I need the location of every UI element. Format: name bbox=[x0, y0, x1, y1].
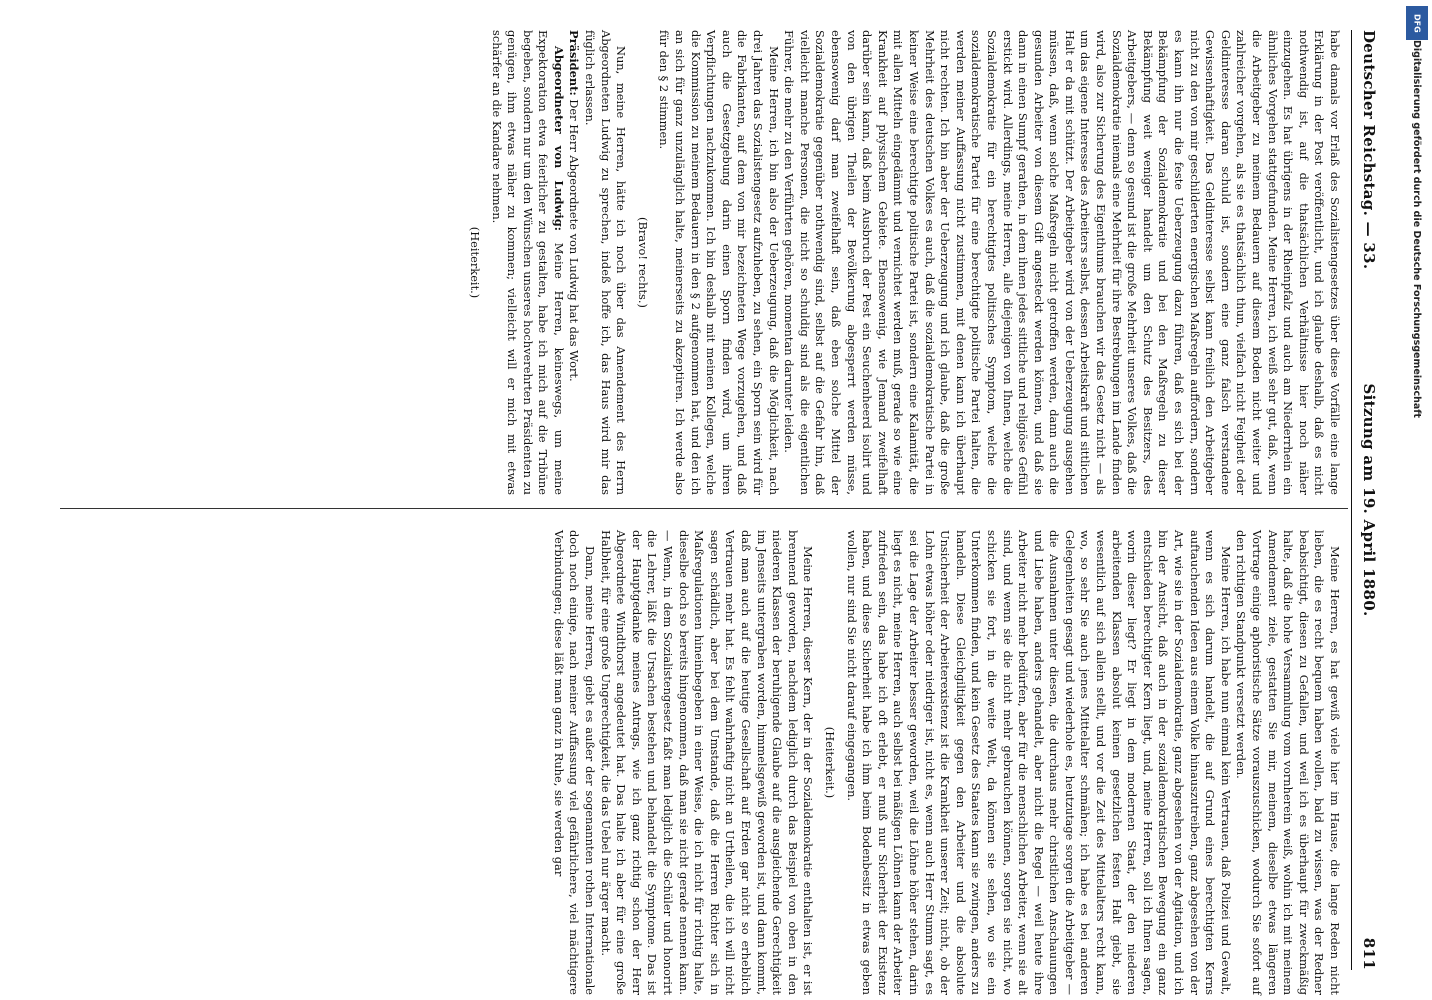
paragraph: Meine Herren, ich habe nun einmal kein Vertrauen, daß Polizei und Gewalt, wenn es sich darum handelt, die auf Grund eines berechtigten Kerns auftauchenden Ideen aus einem Volke hinauszutreiben, ganz abgesehen von der Art, wie sie in der Sozialdemokratie, ganz abgesehen von der Agitation, und ich bin der Ansicht, daß auch in der sozialdemokratischen Bewegung ein ganz entschieden berechtigter Kern liegt, und, meine Herren, soll ich Ihnen sagen, worin dieser liegt? Er liegt in dem modernen Staat, der den niederen arbeitenden Klassen absolut keinen gesetzlichen festen Halt giebt, sie wesentlich auf sich allein stellt, und vor die Zeit des Mittelalters recht kann, wo, so sehr Sie auch jenes Mittelalter schmähen; ich habe es bei anderen Gelegenheiten gesagt und wiederhole es, heutzutage sorgen die Arbeitgeber — die Ausnahmen unter diesen, die durchaus mehr christlichen Anschauungen und Liebe haben, anders gehandelt, aber nicht die Regel — weil heute ihre Arbeiter nicht mehr bedürfen, aber für die menschlichen Arbeiter, wenn sie alt sind, und wenn sie die nicht mehr gebrauchen können, sorgen sie nicht, wo schicken sie fort, in die weite Welt, da können sie sehen, wo sie ein Unterkommen finden, und kein Gesetz des Staates kann sie zwingen, anders zu handeln. Diese Gleichgiltigkeit gegen den Arbeiter und die absolute Unsicherheit der Arbeiterexistenz ist die Krankheit unserer Zeit; nicht, ob der Lohn etwas höher oder niedriger ist, nicht es, wenn auch Herr Stumm sagt, es sei die Lage der Arbeiter besser geworden, weil die Löhne höher stehen, darin liegt es nicht, meine Herren, auch selbst bei mäßigen Löhnen kann der Arbeiter zufrieden sein, das habe ich oft erlebt, er muß nur Sicherheit der Existenz haben, und diese Sicherheit habe ich ihm beim Bodenbesitz in etwas geben wollen, nur sind Sie nicht darauf eingegangen. bbox=[844, 530, 1233, 995]
column-separator bbox=[60, 508, 1348, 509]
page-number: 811 bbox=[1360, 937, 1378, 970]
running-head bbox=[1356, 30, 1378, 970]
paragraph: Dann, meine Herren, giebt es außer der sogenannten rothen Internationale doch noch einige, nach meiner Auffassung viel gefährlichere, viel mächtigere Verbindungen; diese läßt man ganz in Ruhe, sie werden gar bbox=[551, 530, 598, 995]
interjection: (Heiterkeit.) bbox=[467, 226, 482, 299]
paragraph: Meine Herren, dieser Kern, der in der Sozialdemokratie enthalten ist, er ist brennend geworden, nachdem lediglich durch das Beispiel von oben in den niederen Klassen der beruhigende Glaube auf die ausgleichende Gerechtigkeit im Jenseits untergraben worden, himmelsgewiß geworden ist, und dann kommt, daß man auch auf die heutige Gesellschaft auf Erden gar nicht so erheblich Vertrauen mehr hat. Es fehlt wahrhaftig nicht an Urtheilen, die ich will nicht sagen schädlich, aber bei dem Umstande, daß die Herren Richter sich in Maßregulationen hineinbegeben in einer Weise, die ich nicht für richtig halte, dieselbe doch so bereits hingenommen, daß man sie nicht gerade nennen kann. — Wenn, in dem Sozialistengesetz faßt man lediglich die Schüler und honorirt die Lehrer, läßt die Ursachen bestehen und behandelt die Symptome. Das ist der Hauptgedanke meines Antrags, wie ich ganz richtig schon der Herr Abgeordnete Windthorst angedeutet hat. Das halte ich aber für eine große Halbheit, für eine große Ungerechtigkeit, die das Uebel nur ärger macht. bbox=[598, 530, 816, 995]
speaker-label: Abgeordneter von Ludwig: bbox=[551, 46, 566, 231]
paragraph: Meine Herren, es hat gewiß viele hier im Hause, die lange Reden nicht lieben, die es recht bequem haben wollen, bald zu wissen, was der Redner beabsichtigt, diesen zu Gefallen, und weil ich es überhaupt für zweckmäßig halte, daß die hohe Versammlung vom vornherein weiß, wohin ich mit meinem Amendement ziele, gestatten Sie mir, meinem, dieselbe etwas längeren Vortrage einige aphoristische Sätze vorauszuschicken, wodurch Sie sofort auf den richtigen Standpunkt versetzt werden. bbox=[1234, 530, 1342, 995]
dfg-logo: DFG bbox=[1406, 6, 1428, 40]
paragraph: Meine Herren, ich bin also der Ueberzeugung, daß die Möglichkeit, nach drei Jahren das Sozialistengesetz aufzuheben, zu sehen, ein Sporn sein wird für die Fabrikanten, auf dem von mir bezeichneten Wege vorzugehen, und daß auch die Gesetzgebung darin einen Sporn finden wird, um ihren Verpflichtungen nachzukommen. Ich bin deshalb mit meinen Kollegen, welche die Kommission zu meinem Bedauern in den § 2 aufgenommen hat, und den ich an sich für ganz unzulänglich halte, meinerseits zu akzeptiren. Ich werde also für den § 2 stimmen. bbox=[657, 30, 781, 495]
credit-text: Digitalisierung gefördert durch die Deutsche Forschungsgemeinschaft bbox=[1411, 40, 1422, 418]
paragraph: Nun, meine Herren, hätte ich noch über das Amendement des Herrn Abgeordneten Ludwig zu sprechen, indeß hoffe ich, das Haus wird mir das füglich erlassen. bbox=[583, 30, 629, 495]
speaker-text: Der Herr Abgeordnete von Ludwig hat das Wort. bbox=[567, 99, 582, 382]
header-rule bbox=[1351, 30, 1352, 970]
interjection: (Heiterkeit.) bbox=[823, 726, 837, 799]
header-center: Sitzung am 19. April 1880. bbox=[1360, 383, 1378, 617]
paragraph: habe damals vor Erlaß des Sozialistengesetzes über diese Vorfälle eine lange Erklärung in der Post veröffentlicht, und ich glaube deshalb, daß es nicht nothwendig ist, auf die thatsächlichen Verhältnisse hier noch näher einzugehen. Es hat übrigens in der Rheinpfalz und auch am Niederrhein ein ähnliches Vorgehen stattgefunden. Meine Herren, ich weiß sehr gut, daß, wenn die Arbeitgeber zu meinem Bedauern auf diesem Boden nicht weiter und zahlreicher vorgehen, als sie es thatsächlich thun, vielfach nicht Feigheit oder Geldinteresse daran schuld ist, sondern eine ganz falsch verstandene Gewissenhaftigkeit. Das Geldinteresse selbst kann freilich den Arbeitgeber nicht zu den von mir geschilderten energischen Maßregeln auffordern, sondern es kann ihn nur die feste Ueberzeugung dazu führen, daß es sich bei der Bekämpfung der Sozialdemokratie und bei den Maßregeln zu dieser Bekämpfung weit weniger handelt um den Schutz des Besitzers, des Arbeitgebers, — denn so gesund ist die große Mehrheit unseres Volkes, daß die Sozialdemokratie niemals eine Mehrheit für ihre Bestrebungen im Lande finden wird, also zur Sicherung des Eigenthums brauchen wir das Gesetz nicht — als um das eigene Interesse des Arbeiters selbst, dessen Arbeitskraft und sittlichen Halt er da mit schützt. Der Arbeitgeber wird von der Ueberzeugung ausgehen müssen, daß, wenn solche Maßregeln nicht getroffen werden, dann auch die gesunden Arbeiter von diesem Gift angesteckt werden können, und daß sie dann in einen Sumpf gerathen, in dem ihnen jedes sittliche und religiöse Gefühl erstickt wird. Allerdings, meine Herren, alle diejenigen von Ihnen, welche die Sozialdemokratie für ein berechtigtes politisches Symptom, welche die sozialdemokratische Partei für eine berechtigte politische Partei halten, die werden meiner Auffassung nicht zustimmen, mit denen kann ich überhaupt nicht rechten. Ich bin aber der Ueberzeugung und ich glaube, daß die große Mehrheit des deutschen Volkes es auch, daß die sozialdemokratische Partei in keiner Weise eine berechtigte politische Partei ist, sondern eine Kalamität, die mit allen Mitteln eingedämmt und vernichtet werden muß, gerade so wie eine Krankheit auf physischem Gebiete. Ebensowenig, wie Jemand zweifelhaft darüber sein kann, daß beim Ausbruch der Pest ein Seuchenheerd isolirt und von den übrigen Theilen der Bevölkerung abgesperrt werden müsse, ebensowenig darf man zweifelhaft sein, daß eben solche Mittel der Sozialdemokratie gegenüber nothwendig sind, selbst auf die Gefahr hin, daß vielleicht manche Personen, die nicht so schuldig sind als die eigentlichen Führer, die mehr zu den Verführten gehören, momentan darunter leiden. bbox=[782, 30, 1342, 495]
speaker-paragraph bbox=[566, 30, 582, 495]
scanned-page bbox=[40, 0, 1392, 995]
left-column bbox=[460, 30, 1342, 495]
header-left: Deutscher Reichstag. — 33. bbox=[1360, 30, 1378, 270]
interjection: (Bravo! rechts.) bbox=[635, 217, 650, 308]
digitization-credit bbox=[1406, 40, 1426, 960]
right-column bbox=[550, 530, 1342, 995]
speaker-paragraph bbox=[488, 30, 566, 495]
speaker-label: Präsident: bbox=[567, 30, 582, 96]
speaker-text: Meine Herren, keineswegs, um meine Expektoration etwa feierlicher zu gestalten, habe ich mich auf die Tribüne begeben, sondern nur um den Wünschen unseres hochverehrten Präsidenten zu genügen, ihm etwas näher zu kommen; vielleicht will er mich mit etwas schärfer an die Kandare nehmen. bbox=[489, 30, 566, 496]
